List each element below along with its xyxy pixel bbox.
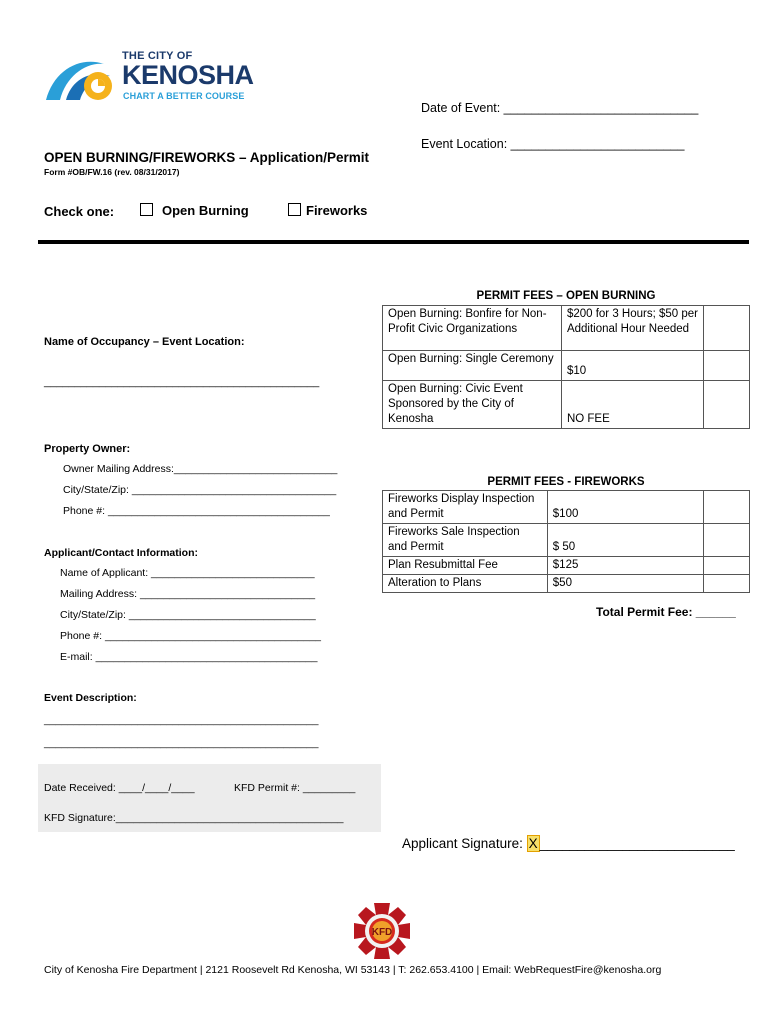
open-burning-checkbox[interactable] bbox=[140, 203, 153, 216]
event-description-heading: Event Description: bbox=[44, 692, 137, 704]
kfd-signature-field[interactable]: KFD Signature:_______________________________________ bbox=[44, 812, 344, 824]
form-number: Form #OB/FW.16 (rev. 08/31/2017) bbox=[44, 167, 180, 177]
fee-blank-cell bbox=[704, 524, 750, 557]
fee-item: Open Burning: Bonfire for Non-Profit Civic Organizations bbox=[383, 306, 562, 351]
city-logo bbox=[44, 46, 254, 108]
owner-mailing-field[interactable]: Owner Mailing Address:____________________________ bbox=[63, 463, 338, 475]
applicant-phone-field[interactable]: Phone #: _____________________________________ bbox=[60, 630, 322, 642]
signature-marker[interactable]: X bbox=[528, 836, 538, 851]
table-row bbox=[383, 306, 750, 351]
fee-item: Fireworks Display Inspection and Permit bbox=[383, 491, 548, 524]
kfd-permit-field[interactable]: KFD Permit #: _________ bbox=[234, 782, 356, 794]
applicant-signature-field[interactable] bbox=[402, 836, 735, 851]
event-description-line2[interactable]: _______________________________________________ bbox=[44, 737, 319, 749]
fee-item: Fireworks Sale Inspection and Permit bbox=[383, 524, 548, 557]
table-row bbox=[383, 381, 750, 429]
fee-amount: $200 for 3 Hours; $50 per Additional Hour Needed bbox=[561, 306, 704, 351]
date-received-field[interactable]: Date Received: ____/____/____ bbox=[44, 782, 195, 794]
fee-blank-cell bbox=[704, 351, 750, 381]
fireworks-checkbox[interactable] bbox=[288, 203, 301, 216]
event-description-line1[interactable]: _______________________________________________ bbox=[44, 714, 319, 726]
table-row bbox=[383, 491, 750, 524]
fee-blank-cell bbox=[704, 575, 750, 593]
fee-amount: $100 bbox=[547, 491, 704, 524]
fee-blank-cell bbox=[704, 491, 750, 524]
check-one-label: Check one: bbox=[44, 204, 115, 219]
fireworks-fees-table bbox=[382, 490, 750, 593]
applicant-mailing-field[interactable]: Mailing Address: ______________________________ bbox=[60, 588, 316, 600]
table-row bbox=[383, 351, 750, 381]
event-location-field[interactable]: Event Location: _________________________ bbox=[421, 137, 685, 151]
fee-item: Alteration to Plans bbox=[383, 575, 548, 593]
fireworks-fees-caption: PERMIT FEES - FIREWORKS bbox=[487, 476, 645, 488]
applicant-citystate-field[interactable]: City/State/Zip: ________________________________ bbox=[60, 609, 316, 621]
fireworks-label: Fireworks bbox=[306, 203, 368, 218]
table-row bbox=[383, 575, 750, 593]
logo-city-name: KENOSHA bbox=[122, 60, 254, 90]
footer-contact: City of Kenosha Fire Department | 2121 Roosevelt Rd Kenosha, WI 53143 | T: 262.653.4100 | Email: WebRequestFire@kenosha.org bbox=[44, 964, 662, 976]
event-date-field[interactable]: Date of Event: ____________________________ bbox=[421, 101, 699, 115]
owner-citystate-field[interactable]: City/State/Zip: ___________________________________ bbox=[63, 484, 337, 496]
owner-phone-field[interactable]: Phone #: ______________________________________ bbox=[63, 505, 330, 517]
fee-blank-cell bbox=[704, 381, 750, 429]
fee-item: Open Burning: Single Ceremony bbox=[383, 351, 562, 381]
logo-tagline: CHART A BETTER COURSE bbox=[123, 91, 245, 101]
table-row bbox=[383, 557, 750, 575]
logo-wave-icon bbox=[44, 52, 120, 104]
section-divider bbox=[38, 240, 749, 244]
fee-amount: $ 50 bbox=[547, 524, 704, 557]
applicant-signature-label: Applicant Signature: bbox=[402, 836, 527, 851]
fee-blank-cell bbox=[704, 557, 750, 575]
form-title: OPEN BURNING/FIREWORKS – Application/Permit bbox=[44, 150, 370, 165]
fee-amount: $10 bbox=[561, 351, 704, 381]
total-permit-fee-field[interactable]: Total Permit Fee: ______ bbox=[596, 605, 736, 619]
fee-amount: $125 bbox=[547, 557, 704, 575]
table-row bbox=[383, 524, 750, 557]
signature-line: __________________________ bbox=[539, 836, 735, 851]
occupancy-label: Name of Occupancy – Event Location: bbox=[44, 336, 245, 348]
burning-fees-table bbox=[382, 305, 750, 429]
open-burning-label: Open Burning bbox=[162, 203, 249, 218]
fee-item: Plan Resubmittal Fee bbox=[383, 557, 548, 575]
occupancy-field[interactable]: _____________________________________________ bbox=[44, 376, 320, 388]
kfd-emblem-text: KFD bbox=[371, 927, 393, 938]
applicant-heading: Applicant/Contact Information: bbox=[44, 547, 198, 559]
burning-fees-caption: PERMIT FEES – OPEN BURNING bbox=[476, 290, 656, 302]
applicant-name-field[interactable]: Name of Applicant: ____________________________ bbox=[60, 567, 315, 579]
fireworks-option[interactable] bbox=[288, 203, 367, 218]
fee-blank-cell bbox=[704, 306, 750, 351]
fee-amount: NO FEE bbox=[561, 381, 704, 429]
logo-line1: THE CITY OF bbox=[122, 50, 193, 62]
open-burning-option[interactable] bbox=[140, 203, 249, 218]
fee-amount: $50 bbox=[547, 575, 704, 593]
fee-item: Open Burning: Civic Event Sponsored by the City of Kenosha bbox=[383, 381, 562, 429]
kfd-emblem-icon bbox=[352, 901, 412, 961]
applicant-email-field[interactable]: E-mail: ______________________________________ bbox=[60, 651, 318, 663]
property-owner-heading: Property Owner: bbox=[44, 443, 131, 455]
